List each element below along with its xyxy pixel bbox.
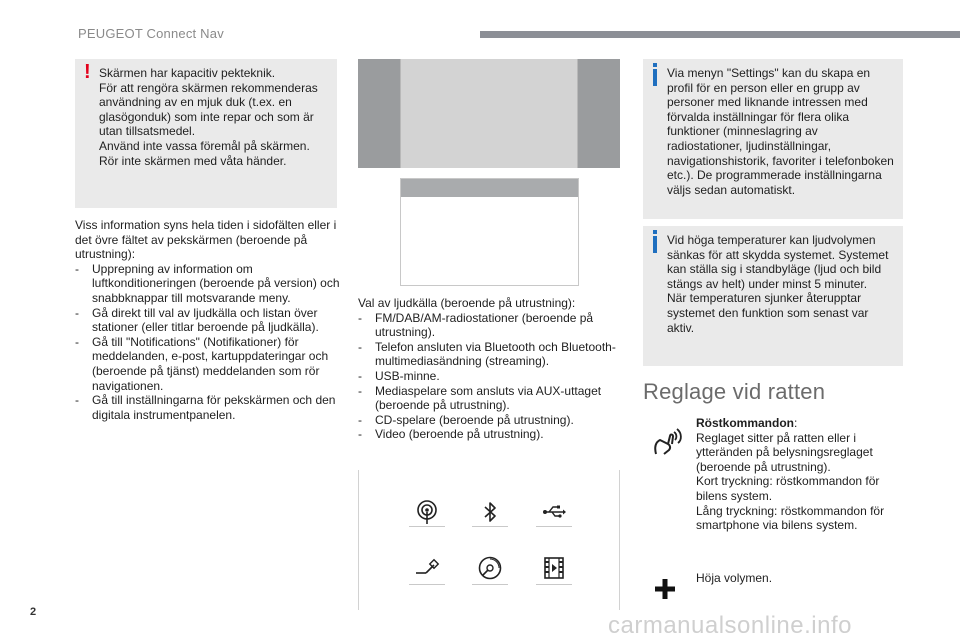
- page-number: 2: [30, 606, 37, 618]
- list-item: - Telefon ansluten via Bluetooth och Bluetooth-multimediasändning (streaming).: [358, 340, 620, 369]
- aux-icon: [409, 550, 445, 586]
- video-icon: [536, 550, 572, 586]
- bullet-list: [75, 262, 340, 423]
- list-item: - Gå till "Notifications" (Notifikationer) för meddelanden, e-post, kartuppdateringar och (beroende på tjänst) meddelanden som rör navigationen.: [75, 335, 340, 393]
- page-header-title: PEUGEOT Connect Nav: [78, 26, 224, 41]
- info-box-settings: [643, 59, 903, 219]
- divider: [536, 526, 572, 527]
- list-item: - FM/DAB/AM-radiostationer (beroende på utrustning).: [358, 311, 620, 340]
- bluetooth-icon: [472, 494, 508, 530]
- list-item: - Gå till inställningarna för pekskärmen och den digitala instrumentpanelen.: [75, 393, 340, 422]
- cd-icon: [472, 550, 508, 586]
- radio-icon: [409, 494, 445, 530]
- header-bar: [480, 31, 960, 38]
- paragraph-lead: Val av ljudkälla (beroende på utrustning):: [358, 296, 576, 310]
- list-item: - CD-spelare (beroende på utrustning).: [358, 413, 620, 428]
- list-item: - USB-minne.: [358, 369, 620, 384]
- source-menu-bar: [401, 179, 578, 197]
- info-box-temperature: [643, 226, 903, 366]
- warning-icon: !: [84, 61, 91, 83]
- control-description: [696, 571, 906, 586]
- usb-icon: [536, 494, 572, 530]
- info-text: Via menyn "Settings" kan du skapa en profil för en person eller en grupp av personer med liknande intressen med förvalda inställningar för flera olika funktioner (minneslagring av radiostationer, ljudinställningar, navigationshistorik, favoriter i telefonboken etc.). De programmerade inställningarna väljs sedan automatiskt.: [667, 66, 894, 197]
- info-icon: [653, 69, 657, 86]
- divider: [536, 584, 572, 585]
- divider: [409, 526, 445, 527]
- control-title-suffix: :: [794, 416, 798, 430]
- control-title: Röstkommandon: [696, 416, 795, 430]
- touchscreen-illustration: [358, 59, 620, 168]
- warning-text: Skärmen har kapacitiv pekteknik. För att rengöra skärmen rekommenderas användning av en mjuk duk (t.ex. en glasögonduk) som inte repar och som är utan tillsatsmedel. Använd inte vassa föremål på skärmen. Rör inte skärmen med våta händer.: [99, 66, 318, 168]
- watermark: carmanualsonline.info: [608, 612, 852, 639]
- divider: [472, 584, 508, 585]
- section-title: Reglage vid ratten: [643, 379, 826, 404]
- control-body: Reglaget sitter på ratten eller i ytteränden på belysningsreglaget (beroende på utrustning). Kort tryckning: röstkommandon för bilens system. Lång tryckning: röstkommandon för smartphone via bilens system.: [696, 430, 885, 533]
- divider: [472, 526, 508, 527]
- paragraph-lead: Viss information syns hela tiden i sidofälten eller i det övre fältet av pekskärmen (beroende på utrustning):: [75, 218, 337, 262]
- warning-box: [75, 59, 337, 208]
- list-item: - Video (beroende på utrustning).: [358, 427, 620, 442]
- touchscreen-display: [400, 59, 578, 168]
- control-description: [696, 416, 906, 533]
- list-item: - Mediaspelare som ansluts via AUX-uttaget (beroende på utrustning).: [358, 384, 620, 413]
- list-item: - Gå direkt till val av ljudkälla och listan över stationer (eller titlar beroende på ljudkälla).: [75, 306, 340, 335]
- plus-icon: [654, 578, 676, 600]
- voice-command-icon: [646, 424, 686, 460]
- control-body: Höja volymen.: [696, 571, 773, 585]
- bullet-list: [358, 311, 620, 442]
- audio-source-icon-panel: [358, 470, 620, 610]
- audio-source-paragraph: [358, 296, 620, 442]
- info-text: Vid höga temperaturer kan ljudvolymen sänkas för att skydda systemet. Systemet kan ställa sig i standbyläge (ljud och bild stängs av helt) under minst 5 minuter. När temperaturen sjunker återupptar systemet den funktion som senast var aktiv.: [667, 233, 889, 335]
- info-icon: [653, 236, 657, 253]
- sidebar-info-paragraph: [75, 218, 340, 422]
- source-menu-illustration: [400, 178, 579, 286]
- divider: [409, 584, 445, 585]
- list-item: - Upprepning av information om luftkonditioneringen (beroende på version) och snabbknappar till motsvarande meny.: [75, 262, 340, 306]
